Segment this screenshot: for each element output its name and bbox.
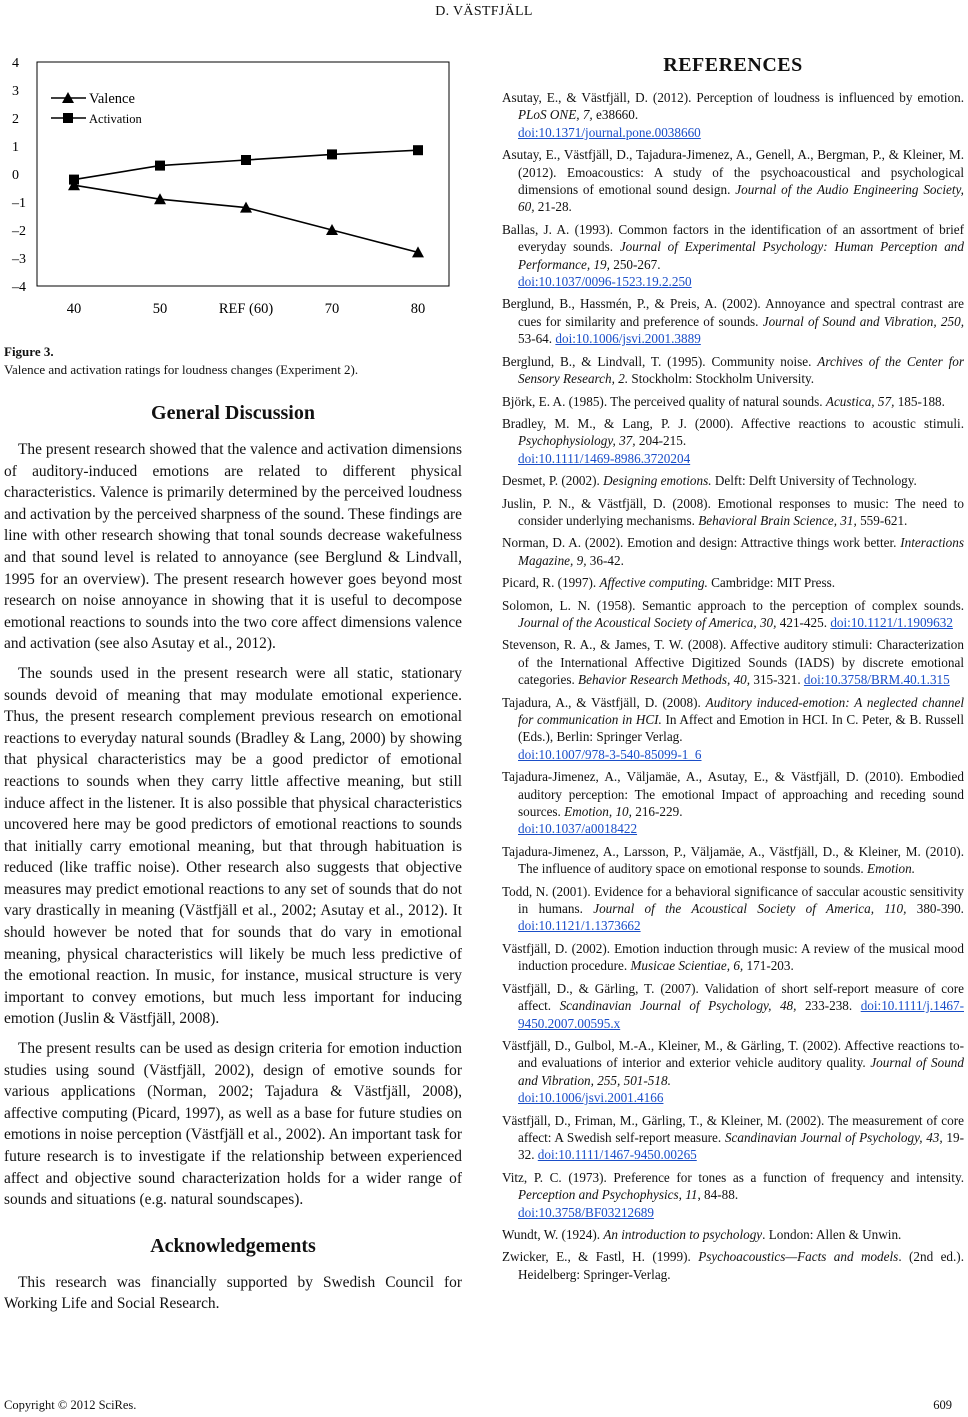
doi-link[interactable]: doi:10.1006/jsvi.2001.4166	[518, 1090, 664, 1106]
reference-details: 421-425.	[776, 614, 831, 630]
reference-source: Emotion.	[867, 861, 916, 877]
doi-link[interactable]: doi:10.1006/jsvi.2001.3889	[555, 331, 701, 347]
paragraph: This research was financially supported by Swedish Council for Working Life and Social Research.	[4, 1273, 462, 1313]
doi-link[interactable]: doi:10.3758/BRM.40.1.315	[803, 672, 950, 688]
reference-details: 21-28.	[534, 199, 572, 215]
doi-link[interactable]: doi:10.1121/1.1373662	[518, 918, 641, 934]
x-tick-label: 70	[324, 301, 340, 317]
reference-details: . (2nd ed.). Heidelberg: Springer-Verlag.	[518, 1249, 964, 1282]
reference-details: 380-390.	[906, 901, 964, 917]
reference-text: Bradley, M. M., & Lang, P. J. (2000). Affective reactions to acoustic stimuli.	[502, 415, 964, 431]
reference-details: 36-42.	[586, 552, 624, 568]
reference-source: Psychoacoustics—Facts and models	[698, 1249, 899, 1265]
reference-item	[502, 883, 964, 935]
reference-item	[502, 1112, 964, 1164]
section-title-general-discussion: General Discussion	[151, 402, 315, 424]
reference-text: Tajadura-Jimenez, A., Väljamäe, A., Asutay, E., & Västfjäll, D. (2010). Embodied auditory perception: The emotional Impact of approaching and receding sound sources.	[502, 769, 964, 820]
reference-text: Berglund, B., Hassmén, P., & Preis, A. (2002). Annoyance and spectral contrast are cues for similarity and preference of sounds.	[502, 296, 964, 329]
reference-text: Västfjäll, D., Gulbol, M.-A., Kleiner, M., & Gärling, T. (2002). Affective reactions to- and evaluations of interior and exterior vehicle auditory quality.	[502, 1037, 964, 1071]
data-point-activation	[241, 155, 251, 165]
figure-label: Figure 3.	[4, 344, 54, 359]
reference-item	[502, 534, 964, 569]
reference-item	[502, 221, 964, 291]
reference-details: e38660.	[592, 107, 639, 123]
reference-source: Journal of Sound and Vibration, 255, 501-518.	[518, 1055, 964, 1088]
x-tick-label: 50	[152, 301, 168, 317]
reference-source: Journal of the Acoustical Society of America, 110,	[593, 901, 907, 917]
reference-source: Behavior Research Methods, 40,	[578, 672, 751, 688]
reference-source: Scandinavian Journal of Psychology, 48,	[559, 998, 797, 1014]
doi-link[interactable]: doi:10.1121/1.1909632	[830, 614, 953, 630]
reference-text: Tajadura-Jimenez, A., Larsson, P., Väljamäe, A., Västfjäll, D., & Kleiner, M. (2010). The influence of auditory space on emotional response to sounds.	[502, 843, 964, 877]
reference-source: Auditory induced-emotion: A neglected channel for communication in HCI.	[518, 694, 964, 727]
x-tick-label: 80	[410, 301, 426, 317]
reference-item	[502, 393, 964, 410]
reference-source: An introduction to psychology	[603, 1226, 763, 1242]
reference-source: Psychophysiology, 37,	[518, 433, 636, 449]
reference-text: Berglund, B., & Lindvall, T. (1995). Community noise.	[502, 353, 818, 369]
reference-details: 250-267.	[609, 256, 661, 272]
reference-details: 216-229.	[631, 804, 683, 820]
reference-source: Scandinavian Journal of Psychology, 43,	[724, 1129, 943, 1145]
y-tick-label: –2	[12, 224, 26, 239]
reference-item	[502, 1169, 964, 1221]
reference-source: Affective computing.	[599, 575, 708, 591]
reference-text: Vitz, P. C. (1973). Preference for tones as a function of frequency and intensity.	[502, 1169, 964, 1185]
doi-link[interactable]: doi:10.1111/j.1467-9450.2007.00595.x	[518, 998, 964, 1031]
reference-details: 233-238.	[796, 998, 861, 1014]
reference-item	[502, 415, 964, 467]
reference-item	[502, 636, 964, 688]
reference-text: Västfjäll, D. (2002). Emotion induction through music: A review of the musical mood induction procedure.	[502, 940, 964, 974]
doi-link[interactable]: doi:10.3758/BF03212689	[518, 1204, 654, 1220]
doi-link[interactable]: doi:10.1111/1469-8986.3720204	[518, 450, 691, 466]
reference-item	[502, 768, 964, 838]
right-column	[502, 50, 964, 1288]
reference-details: 171-203.	[743, 958, 794, 974]
reference-text: Ballas, J. A. (1993). Common factors in the identification of an assortment of brief everyday sounds.	[502, 221, 964, 255]
reference-item	[502, 980, 964, 1032]
reference-details: . London: Allen & Unwin.	[762, 1226, 902, 1242]
reference-item	[502, 146, 964, 216]
reference-source: Behavioral Brain Science, 31,	[698, 512, 857, 528]
reference-details: Delft: Delft University of Technology.	[711, 473, 917, 489]
references-title: REFERENCES	[663, 54, 803, 76]
doi-link[interactable]: doi:10.1111/1467-9450.00265	[537, 1147, 697, 1163]
legend-label: Activation	[89, 112, 142, 126]
reference-source: Interactions Magazine, 9,	[518, 535, 964, 568]
reference-text: Solomon, L. N. (1958). Semantic approach to the perception of complex sounds.	[502, 597, 964, 613]
y-tick-label: 3	[12, 84, 19, 99]
y-tick-label: –4	[12, 280, 26, 295]
doi-link[interactable]: doi:10.1371/journal.pone.0038660	[518, 124, 701, 140]
reference-item	[502, 472, 964, 489]
reference-details: 53-64.	[518, 331, 556, 347]
reference-text: Asutay, E., Västfjäll, D., Tajadura-Jimenez, A., Genell, A., Bergman, P., & Kleiner, M. (2012). Emoacoustics: A study of the psychoacoustical and psychological dimensions of emotional sound design.	[502, 147, 964, 198]
reference-item	[502, 597, 964, 632]
reference-text: Stevenson, R. A., & James, T. W. (2008). Affective auditory stimuli: Characterization of the International Affective Digitized Sounds (IADS) by discrete emotional categories.	[502, 637, 964, 688]
reference-details: In Affect and Emotion in HCI. In C. Peter, & B. Russell (Eds.), Berlin: Springer Verlag.	[518, 712, 964, 745]
doi-link[interactable]: doi:10.1037/a0018422	[518, 821, 638, 837]
legend	[49, 86, 147, 130]
data-point-activation	[413, 145, 423, 155]
reference-text: Tajadura, A., & Västfjäll, D. (2008).	[502, 694, 706, 710]
y-tick-label: –3	[12, 252, 26, 267]
y-tick-label: 0	[12, 168, 19, 183]
reference-text: Västfjäll, D., & Gärling, T. (2007). Validation of short self-report measure of core affect.	[502, 980, 964, 1014]
footer-copyright: Copyright © 2012 SciRes.	[4, 1398, 137, 1412]
reference-source: Acustica, 57,	[825, 393, 895, 409]
reference-details: Stockholm: Stockholm University.	[628, 371, 815, 387]
reference-text: Wundt, W. (1924).	[502, 1226, 604, 1242]
reference-text: Todd, N. (2001). Evidence for a behavioral significance of saccular acoustic sensitivity in humans.	[502, 883, 964, 917]
reference-source: Journal of Sound and Vibration, 250,	[762, 313, 964, 329]
y-tick-label: 2	[12, 112, 19, 127]
reference-item	[502, 89, 964, 141]
reference-item	[502, 1037, 964, 1107]
reference-source: Journal of the Audio Engineering Society, 60,	[518, 182, 964, 215]
left-column	[4, 48, 462, 1323]
reference-details: 185-188.	[894, 393, 945, 409]
y-tick-label: 4	[12, 56, 19, 71]
section-title-acknowledgements: Acknowledgements	[150, 1234, 316, 1257]
reference-item	[502, 843, 964, 878]
reference-source: PLoS ONE, 7,	[518, 107, 593, 123]
reference-source: Archives of the Center for Sensory Research, 2.	[518, 353, 964, 387]
reference-source: Emotion, 10,	[564, 804, 632, 820]
reference-text: Desmet, P. (2002).	[502, 473, 604, 489]
reference-text: Juslin, P. N., & Västfjäll, D. (2008). Emotional responses to music: The need to consider underlying mechanisms.	[502, 495, 964, 528]
reference-text: Västfjäll, D., Friman, M., Gärling, T., & Kleiner, M. (2002). The measurement of core affect: A Swedish self-report measure.	[502, 1112, 964, 1145]
reference-item	[502, 694, 964, 764]
reference-item	[502, 574, 964, 591]
reference-details: Cambridge: MIT Press.	[707, 575, 836, 591]
paragraph: The present research showed that the valence and activation dimensions of auditory-induced emotions are related to different physical characteristics. Valence is primarily determined by the perceived loudness and activation by the perceived sharpness of the sound. These findings are line with other research showing that tonal sounds decrease wakefulness and that sound level is related to annoyance (see Berglund & Lindvall, 1995 for an overview). The present research however goes beyond most research on noise annoyance in showing that it is useful to decompose emotional reactions to sounds into the two core affect dimensions valence and activation (see also Asutay et al., 2012).	[4, 441, 462, 653]
reference-source: Perception and Psychophysics, 11	[518, 1187, 698, 1203]
reference-text: Norman, D. A. (2002). Emotion and design: Attractive things work better.	[502, 535, 901, 551]
reference-text: Picard, R. (1997).	[502, 575, 600, 591]
reference-list	[502, 89, 964, 1283]
doi-link[interactable]: doi:10.1007/978-3-540-85099-1_6	[518, 746, 702, 762]
reference-source: Journal of the Acoustical Society of America, 30,	[518, 614, 777, 630]
reference-source: Journal of Experimental Psychology: Human Perception and Performance, 19,	[518, 239, 964, 272]
reference-text: Zwicker, E., & Fastl, H. (1999).	[502, 1249, 699, 1265]
reference-source: Musicae Scientiae, 6,	[630, 958, 744, 974]
legend-label: Valence	[89, 91, 135, 107]
x-tick-label: 40	[66, 301, 82, 317]
reference-item	[502, 295, 964, 347]
y-tick-label: –1	[12, 196, 26, 211]
reference-details: 19-32.	[518, 1129, 964, 1163]
doi-link[interactable]: doi:10.1037/0096-1523.19.2.250	[518, 274, 692, 290]
data-point-activation	[327, 149, 337, 159]
reference-source: Designing emotions.	[603, 473, 712, 489]
page-number: 609	[933, 1398, 952, 1412]
reference-item	[502, 353, 964, 388]
reference-text: Björk, E. A. (1985). The perceived quality of natural sounds.	[502, 393, 826, 409]
reference-item	[502, 495, 964, 530]
x-tick-label: REF (60)	[218, 301, 274, 317]
figure-caption: Valence and activation ratings for loudness changes (Experiment 2).	[4, 362, 359, 377]
reference-item	[502, 1226, 964, 1243]
reference-item	[502, 940, 964, 975]
series-line-valence	[74, 185, 418, 252]
reference-text: Asutay, E., & Västfjäll, D. (2012). Perception of loudness is influenced by emotion.	[502, 90, 964, 105]
y-tick-label: 1	[12, 140, 19, 155]
reference-details: , 84-88.	[697, 1187, 739, 1203]
reference-details: 559-621.	[856, 512, 908, 528]
line-chart	[4, 48, 462, 333]
legend-marker	[63, 113, 73, 123]
reference-details: 204-215.	[635, 433, 687, 449]
reference-details: 315-321.	[750, 672, 804, 688]
data-point-activation	[155, 161, 165, 171]
paragraph: The sounds used in the present research were all static, stationary sounds devoid of meaning that may modulate emotional experience. Thus, the present research complement previous research on emotional reactions to everyday natural sounds (Bradley & Lang, 2000) by showing that physical characteristics may be a good predictor of emotional reactions to sounds when they carry little affective meaning, but still induce affect in the listener. It is also possible that physical characteristics uncovered here may be good predictors of emotional reactions to sounds that initially carry emotional meaning, but that through habituation is reduced (like traffic noise). Other research also suggests that objective measures may predict emotional reactions to any set of sounds that do not vary drastically in meaning (Västfjäll et al., 2002; Asutay et al., 2012). It should however be noted that for sounds that do vary in emotional meaning, physical characteristics will likely be much less predictive of the emotional reaction. In music, for instance, musical structure is very important to convey emotions, but much less important for inducing emotion (Juslin & Västfjäll, 2008).	[4, 664, 462, 1028]
reference-item	[502, 1248, 964, 1283]
data-point-activation	[69, 175, 79, 185]
paragraph: The present results can be used as design criteria for emotion induction studies using sound (Västfjäll, 2002), design of emotive sounds for various applications (Norman, 2002; Tajadura & Västfjäll, 2008), affective computing (Picard, 1997), as well as a base for future studies on emotions in noise perception (Västfjäll et al., 2002). An important task for future research is to investigate if the relationship between experienced affect and objective sound characterization holds for a wider range of sounds and situations (e.g. natural soundscapes).	[4, 1040, 462, 1209]
running-header: D. VÄSTFJÄLL	[435, 4, 533, 19]
